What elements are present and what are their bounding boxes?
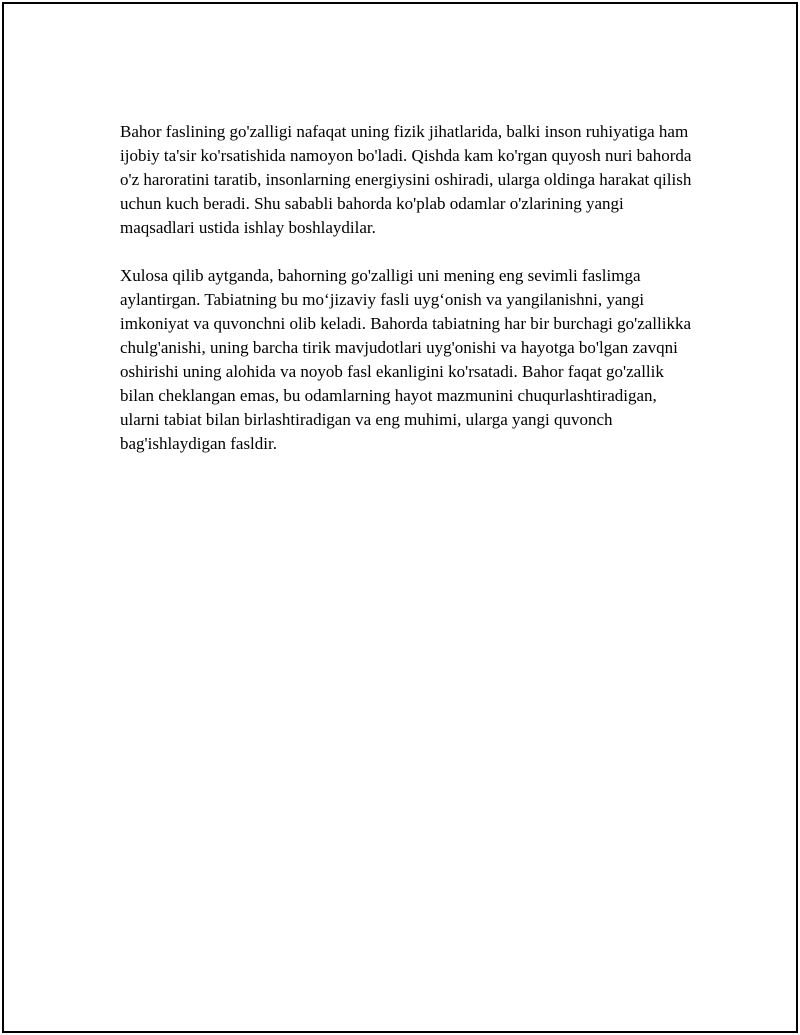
document-body [120, 120, 700, 480]
paragraph-2: Xulosa qilib aytganda, bahorning go'zalligi uni mening eng sevimli faslimga aylantirgan. Tabiatning bu mo‘jizaviy fasli uyg‘onish va yangilanishni, yangi imkoniyat va quvonchni olib keladi. Bahorda tabiatning har bir burchagi go'zallikka chulg'anishi, uning barcha tirik mavjudotlari uyg'onishi va hayotga bo'lgan zavqni oshirishi uning alohida va noyob fasl ekanligini ko'rsatadi. Bahor faqat go'zallik bilan cheklangan emas, bu odamlarning hayot mazmunini chuqurlashtiradigan, ularni tabiat bilan birlashtiradigan va eng muhimi, ularga yangi quvonch bag'ishlaydigan fasldir. [120, 266, 691, 453]
document-page [2, 2, 798, 1033]
paragraph-1: Bahor faslining go'zalligi nafaqat uning fizik jihatlarida, balki inson ruhiyatiga ham ijobiy ta'sir ko'rsatishida namoyon bo'ladi. Qishda kam ko'rgan quyosh nuri bahorda o'z haroratini taratib, insonlarning energiysini oshiradi, ularga oldinga harakat qilish uchun kuch beradi. Shu sababli bahorda ko'plab odamlar o'zlarining yangi maqsadlari ustida ishlay boshlaydilar. [120, 122, 692, 237]
